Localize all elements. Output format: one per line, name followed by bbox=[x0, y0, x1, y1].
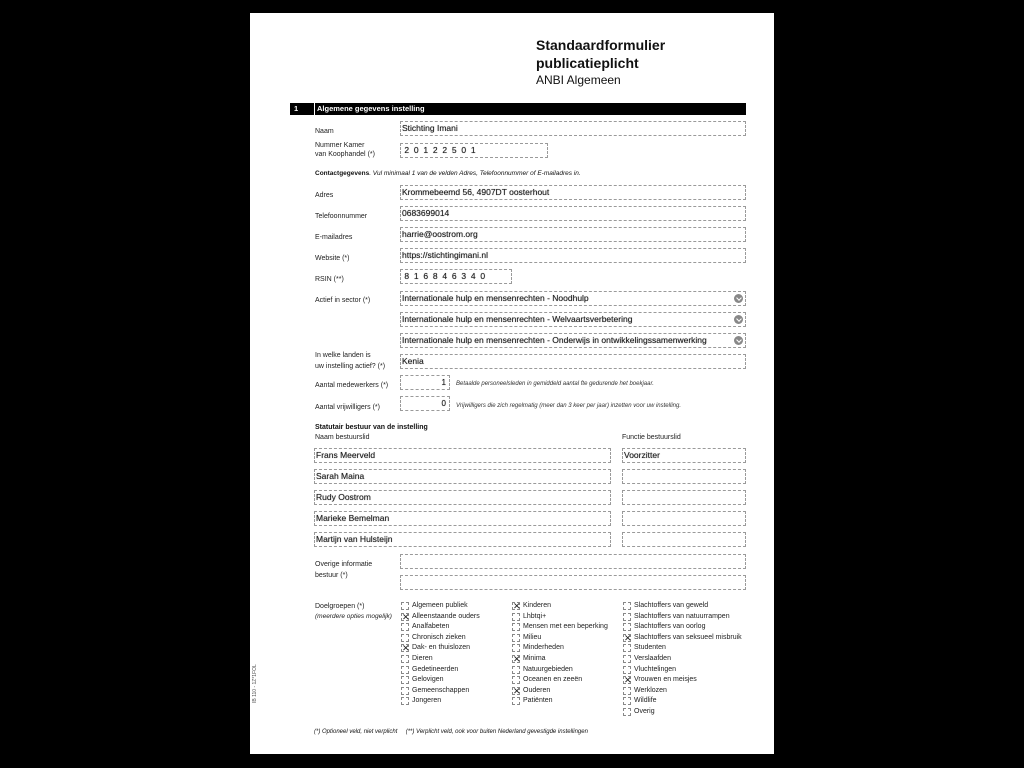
kvk-digit: 2 bbox=[404, 145, 410, 155]
section-divider bbox=[314, 103, 315, 115]
chevron-down-icon[interactable] bbox=[734, 336, 743, 345]
landen-label-2: uw instelling actief? (*) bbox=[315, 363, 386, 370]
section-header bbox=[290, 103, 746, 115]
doelgroep-label: Vrouwen en meisjes bbox=[634, 676, 697, 684]
footer-note-optional: (*) Optioneel veld, niet verplicht bbox=[314, 729, 398, 735]
bestuurslid-functie-field[interactable] bbox=[622, 532, 746, 547]
doelgroep-label: Gemeenschappen bbox=[412, 686, 470, 694]
kvk-label-1: Nummer Kamer bbox=[315, 142, 365, 149]
footer-note-required: (**) Verplicht veld, ook voor buiten Nederland gevestigde instellingen bbox=[405, 729, 588, 735]
kvk-field[interactable] bbox=[400, 143, 548, 158]
section-title: Algemene gegevens instelling bbox=[317, 104, 425, 113]
checkbox-checked[interactable]: ✕ bbox=[402, 611, 410, 622]
vrijwilligers-label: Aantal vrijwilligers (*) bbox=[315, 404, 380, 411]
sector-select-1[interactable] bbox=[400, 291, 746, 306]
overige-label-2: bestuur (*) bbox=[315, 572, 348, 579]
checkbox[interactable] bbox=[512, 644, 520, 652]
sector-label: Actief in sector (*) bbox=[315, 297, 371, 304]
bestuurslid-name-field[interactable]: Frans Meerveld bbox=[314, 448, 611, 463]
sector-select-2-value: Internationale hulp en mensenrechten - Welvaartsverbetering bbox=[402, 314, 633, 324]
website-label: Website (*) bbox=[315, 255, 350, 262]
doelgroep-label: Studenten bbox=[634, 644, 666, 652]
sector-select-1-value: Internationale hulp en mensenrechten - Noodhulp bbox=[402, 293, 589, 303]
checkbox[interactable] bbox=[623, 697, 631, 705]
contact-note: . Vul minimaal 1 van de velden Adres, Telefoonnummer of E-mailadres in. bbox=[369, 170, 581, 177]
sector-select-3[interactable] bbox=[400, 333, 746, 348]
doelgroep-label: Vluchtelingen bbox=[634, 665, 677, 673]
checkbox[interactable] bbox=[623, 687, 631, 695]
doelgroep-label: Oceanen en zeeën bbox=[523, 676, 583, 684]
form-subtitle: ANBI Algemeen bbox=[536, 73, 621, 87]
checkbox[interactable] bbox=[623, 613, 631, 621]
medewerkers-field[interactable]: 1 bbox=[400, 375, 450, 390]
checkbox-checked[interactable]: ✕ bbox=[513, 601, 521, 611]
checkbox[interactable] bbox=[401, 687, 409, 695]
kvk-digit: 0 bbox=[413, 145, 419, 155]
bestuurslid-functie-field[interactable]: Voorzitter bbox=[622, 448, 746, 463]
bestuurslid-functie-field[interactable] bbox=[622, 469, 746, 484]
chevron-down-icon[interactable] bbox=[734, 294, 743, 303]
doelgroep-label: Patiënten bbox=[523, 697, 553, 705]
doelgroep-label: Chronisch zieken bbox=[412, 633, 466, 641]
checkbox[interactable] bbox=[512, 623, 520, 631]
naam-field[interactable]: Stichting Imani bbox=[400, 121, 746, 136]
rsin-digit: 4 bbox=[470, 271, 476, 281]
doelgroep-label: Slachtoffers van geweld bbox=[634, 602, 709, 609]
checkbox[interactable] bbox=[401, 655, 409, 663]
form-title-line1: Standaardformulier bbox=[536, 37, 666, 53]
doelgroep-label: Werklozen bbox=[634, 686, 667, 694]
vrijwilligers-field[interactable]: 0 bbox=[400, 396, 450, 411]
form-title-line2: publicatieplicht bbox=[536, 55, 639, 71]
checkbox-checked[interactable]: ✕ bbox=[513, 685, 521, 696]
doelgroep-label: Slachtoffers van natuurrampen bbox=[634, 612, 730, 620]
rsin-digit: 4 bbox=[442, 271, 448, 281]
rsin-digit: 1 bbox=[413, 271, 419, 281]
bestuurslid-name-field[interactable]: Martijn van Hulsteijn bbox=[314, 532, 611, 547]
doelgroep-label: Dak- en thuislozen bbox=[412, 644, 470, 652]
checkbox-checked[interactable]: ✕ bbox=[624, 632, 632, 643]
sector-select-3-value: Internationale hulp en mensenrechten - Onderwijs in ontwikkelingssamenwerking bbox=[402, 335, 707, 345]
bestuurslid-name-field[interactable]: Rudy Oostrom bbox=[314, 490, 611, 505]
bestuurslid-name-field[interactable]: Sarah Maina bbox=[314, 469, 611, 484]
rsin-digit: 3 bbox=[461, 271, 467, 281]
document-page bbox=[250, 13, 774, 754]
overige-label-1: Overige informatie bbox=[315, 561, 373, 568]
kvk-digit: 1 bbox=[423, 145, 429, 155]
checkbox-checked[interactable]: ✕ bbox=[513, 654, 521, 664]
checkbox[interactable] bbox=[401, 697, 409, 705]
rsin-digit: 8 bbox=[432, 271, 438, 281]
doelgroep-label: Ouderen bbox=[523, 686, 551, 694]
bestuur-col-functie: Functie bestuurslid bbox=[622, 434, 681, 441]
kvk-digit: 0 bbox=[461, 145, 467, 155]
kvk-digit: 2 bbox=[442, 145, 448, 155]
naam-label: Naam bbox=[315, 128, 334, 135]
kvk-label-2 bbox=[315, 150, 375, 159]
checkbox[interactable] bbox=[401, 666, 409, 674]
medewerkers-label: Aantal medewerkers (*) bbox=[315, 382, 389, 389]
kvk-label-2-text: van Koophandel bbox=[315, 151, 366, 158]
adres-field[interactable]: Krommebeemd 56, 4907DT oosterhout bbox=[400, 185, 746, 200]
checkbox[interactable] bbox=[401, 676, 409, 684]
checkbox[interactable] bbox=[623, 602, 631, 610]
checkbox[interactable] bbox=[512, 666, 520, 674]
landen-field[interactable]: Kenia bbox=[400, 354, 746, 369]
sector-select-2[interactable] bbox=[400, 312, 746, 327]
checkbox[interactable] bbox=[512, 697, 520, 705]
doelgroep-label: Kinderen bbox=[523, 602, 552, 609]
checkbox[interactable] bbox=[623, 623, 631, 631]
checkbox[interactable] bbox=[401, 602, 409, 610]
kvk-digit: 1 bbox=[470, 145, 476, 155]
doelgroep-label: Minima bbox=[523, 655, 546, 662]
rsin-label: RSIN (**) bbox=[315, 276, 344, 283]
email-field[interactable]: harrie@oostrom.org bbox=[400, 227, 746, 242]
landen-label-1: In welke landen is bbox=[315, 352, 371, 359]
doelgroep-label: Slachtoffers van seksueel misbruik bbox=[634, 633, 742, 641]
rsin-digit: 6 bbox=[451, 271, 457, 281]
telefoon-field[interactable]: 0683699014 bbox=[400, 206, 746, 221]
doelgroep-label: Gelovigen bbox=[412, 676, 444, 684]
doelgroep-label: Minderheden bbox=[523, 644, 564, 652]
bestuurslid-functie-field[interactable] bbox=[622, 511, 746, 526]
checkbox[interactable] bbox=[623, 655, 631, 663]
doelgroep-label: Analfabeten bbox=[412, 623, 450, 631]
email-label: E-mailadres bbox=[315, 234, 353, 241]
overige-field-1[interactable] bbox=[400, 554, 746, 569]
checkbox-checked[interactable]: ✕ bbox=[402, 643, 410, 654]
chevron-down-icon[interactable] bbox=[734, 315, 743, 324]
bestuurslid-functie-field[interactable] bbox=[622, 490, 746, 505]
doelgroep-label: Slachtoffers van oorlog bbox=[634, 623, 706, 631]
checkbox[interactable] bbox=[623, 644, 631, 652]
doelgroep-label: Verslaafden bbox=[634, 655, 671, 662]
doelgroepen-label: Doelgroepen (*) bbox=[315, 603, 365, 610]
website-field[interactable]: https://stichtingimani.nl bbox=[400, 248, 746, 263]
checkbox-checked[interactable]: ✕ bbox=[624, 675, 632, 686]
kvk-digit: 5 bbox=[451, 145, 457, 155]
rsin-field[interactable] bbox=[400, 269, 512, 284]
doelgroep-label: Algemeen publiek bbox=[412, 602, 468, 609]
medewerkers-note: Betaalde personeelsleden in gemiddeld aantal fte gedurende het boekjaar. bbox=[456, 381, 654, 387]
checkbox[interactable] bbox=[401, 634, 409, 642]
doelgroep-label: Alleenstaande ouders bbox=[412, 612, 480, 620]
checkbox[interactable] bbox=[623, 666, 631, 674]
section-number: 1 bbox=[294, 104, 299, 113]
bestuur-col-name: Naam bestuurslid bbox=[315, 434, 370, 441]
footer-notes bbox=[314, 729, 588, 735]
doelgroep-label: Natuurgebieden bbox=[523, 665, 573, 673]
doelgroep-label: Mensen met een beperking bbox=[523, 623, 608, 631]
doelgroep-label: Overig bbox=[634, 708, 655, 715]
doelgroep-label: Dieren bbox=[412, 655, 433, 662]
contact-heading-bold: Contactgegevens bbox=[315, 170, 370, 177]
doelgroep-label: Jongeren bbox=[412, 697, 442, 705]
rsin-digit: 0 bbox=[480, 271, 486, 281]
adres-label: Adres bbox=[315, 192, 334, 199]
vrijwilligers-note: Vrijwilligers die zich regelmatig (meer dan 3 keer per jaar) inzetten voor uw instelling. bbox=[456, 403, 681, 409]
bestuur-heading: Statutair bestuur van de instelling bbox=[315, 424, 428, 431]
checkbox[interactable] bbox=[512, 634, 520, 642]
doelgroepen-sublabel: (meerdere opties mogelijk) bbox=[315, 613, 392, 620]
telefoon-label: Telefoonnummer bbox=[315, 213, 368, 220]
doelgroep-label: Lhbtqi+ bbox=[523, 612, 547, 620]
doelgroep-label: Gedetineerden bbox=[412, 665, 459, 673]
doelgroep-label: Milieu bbox=[523, 633, 542, 641]
checkbox[interactable] bbox=[512, 676, 520, 684]
doelgroep-label: Wildlife bbox=[634, 697, 657, 705]
rsin-digit: 8 bbox=[404, 271, 410, 281]
side-form-code: IB 110 - 1Z*1FOL bbox=[252, 664, 258, 703]
contact-heading bbox=[315, 170, 581, 178]
checkbox[interactable] bbox=[401, 623, 409, 631]
bestuurslid-name-field[interactable]: Marieke Bemelman bbox=[314, 511, 611, 526]
kvk-mark: (*) bbox=[367, 151, 375, 158]
checkbox[interactable] bbox=[512, 613, 520, 621]
rsin-digit: 6 bbox=[423, 271, 429, 281]
checkbox[interactable] bbox=[623, 708, 631, 716]
overige-field-2[interactable] bbox=[400, 575, 746, 590]
kvk-digit: 2 bbox=[432, 145, 438, 155]
